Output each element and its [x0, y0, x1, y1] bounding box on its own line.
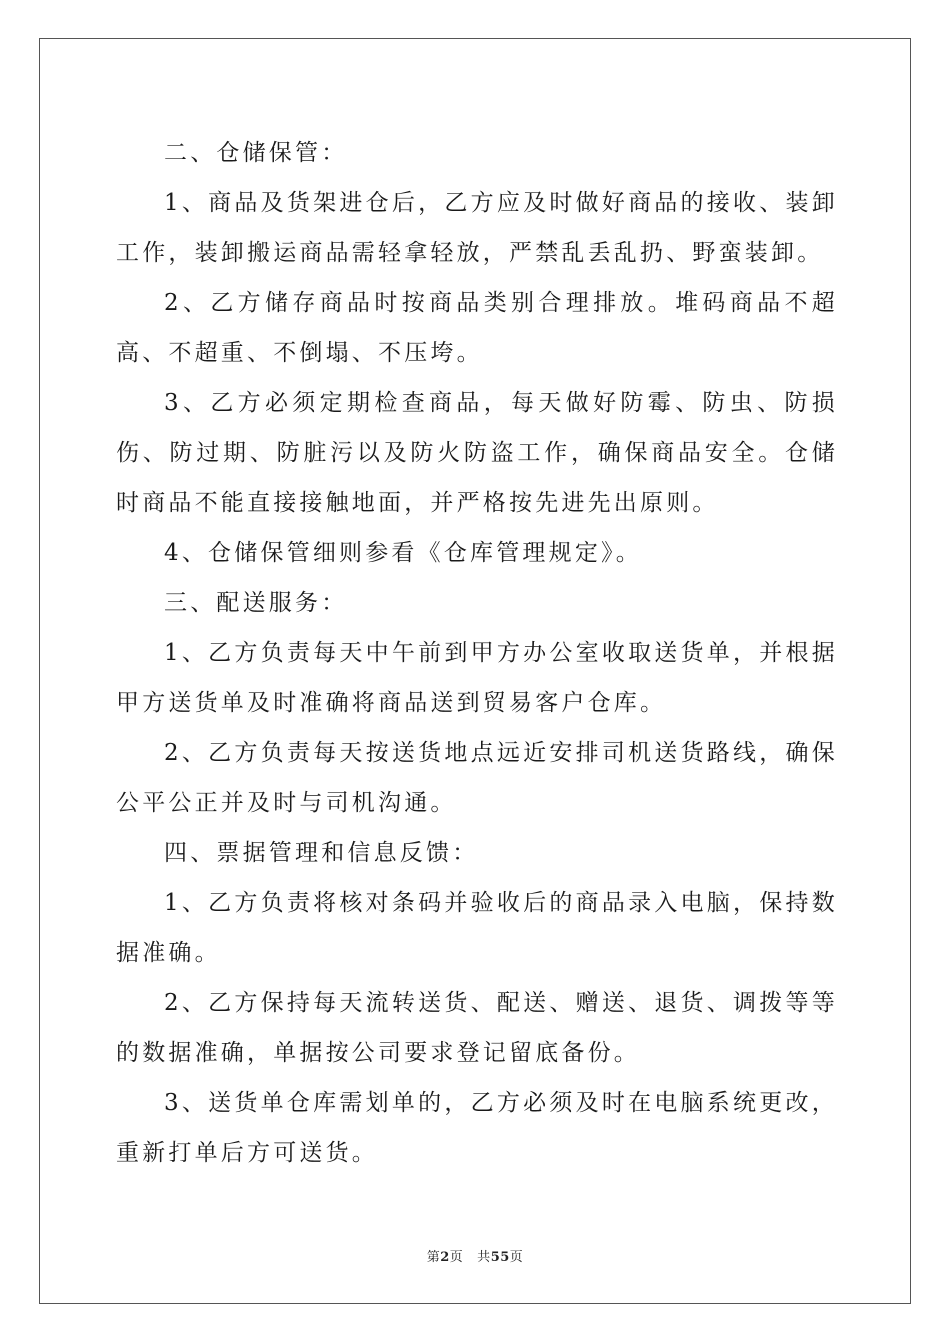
page-prefix: 第 — [426, 1250, 441, 1265]
paragraph: 1、商品及货架进仓后，乙方应及时做好商品的接收、装卸工作，装卸搬运商品需轻拿轻放，严禁乱丢乱扔、野蛮装卸。 — [116, 190, 838, 266]
page-number: 2 — [440, 1250, 450, 1265]
total-prefix: 共 — [477, 1250, 491, 1265]
section-heading-documents: 四、票据管理和信息反馈： — [164, 840, 479, 866]
paragraph: 3、送货单仓库需划单的，乙方必须及时在电脑系统更改，重新打单后方可送货。 — [116, 1090, 838, 1166]
total-suffix: 页 — [509, 1250, 524, 1265]
total-pages: 55 — [490, 1250, 510, 1265]
page-suffix: 页 — [449, 1250, 464, 1265]
paragraph: 2、乙方保持每天流转送货、配送、赠送、退货、调拨等等的数据准确，单据按公司要求登记留底备份。 — [116, 990, 838, 1066]
section-heading-storage: 二、仓储保管： — [164, 140, 348, 166]
paragraph: 2、乙方储存商品时按商品类别合理排放。堆码商品不超高、不超重、不倒塌、不压垮。 — [116, 290, 838, 366]
paragraph: 1、乙方负责将核对条码并验收后的商品录入电脑，保持数据准确。 — [116, 890, 838, 966]
paragraph: 2、乙方负责每天按送货地点远近安排司机送货路线，确保公平公正并及时与司机沟通。 — [116, 740, 838, 816]
section-heading-delivery: 三、配送服务： — [164, 590, 348, 616]
document-body — [116, 128, 838, 1178]
paragraph: 3、乙方必须定期检查商品，每天做好防霉、防虫、防损伤、防过期、防脏污以及防火防盗工作，确保商品安全。仓储时商品不能直接接触地面，并严格按先进先出原则。 — [116, 390, 838, 516]
page-footer — [0, 1246, 950, 1265]
paragraph: 4、仓储保管细则参看《仓库管理规定》。 — [164, 540, 642, 566]
paragraph: 1、乙方负责每天中午前到甲方办公室收取送货单，并根据甲方送货单及时准确将商品送到贸易客户仓库。 — [116, 640, 838, 716]
